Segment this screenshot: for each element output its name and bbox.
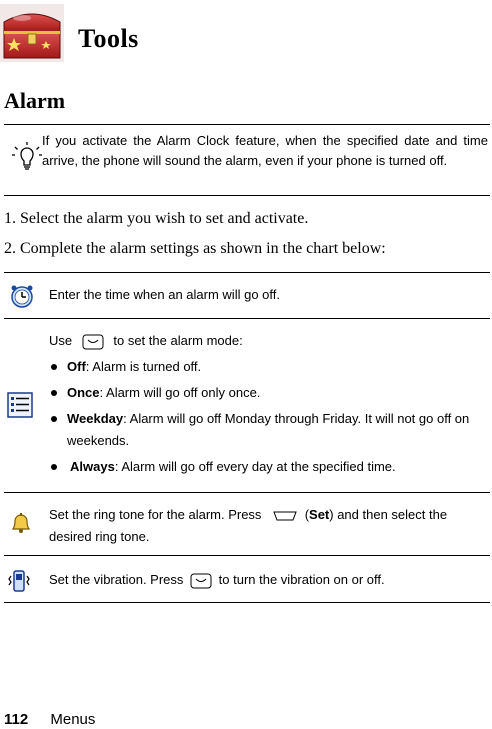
toolbox-chest-icon xyxy=(0,4,64,62)
mode-term-off: Off xyxy=(67,359,86,374)
alarm-clock-icon xyxy=(9,283,35,309)
table-divider xyxy=(4,555,490,556)
bell-icon xyxy=(8,510,34,536)
mode-term-once: Once xyxy=(67,385,100,400)
vibration-text-post: to turn the vibration on or off. xyxy=(218,572,385,587)
table-divider xyxy=(4,492,490,493)
note-text: If you activate the Alarm Clock feature, when the specified date and time arrive, the phone will sound the alarm, even if your phone is turned off. xyxy=(42,133,488,168)
row-mode-use-suffix: to set the alarm mode: xyxy=(113,333,243,348)
set-softkey-label: Set xyxy=(309,507,330,522)
page-number: 112 xyxy=(4,711,29,728)
row-vibration-text xyxy=(49,569,486,591)
mode-desc-off: : Alarm is turned off. xyxy=(85,359,202,374)
list-item xyxy=(49,408,486,452)
note-box xyxy=(4,124,490,196)
ringtone-text-post: ) and then select the desired ring tone. xyxy=(49,507,448,544)
softkey-icon xyxy=(273,510,297,522)
section-heading: Alarm xyxy=(4,88,66,113)
nav-key-icon xyxy=(190,573,212,589)
mode-desc-weekday: : Alarm will go off Monday through Friday. It will not go off on weekends. xyxy=(67,411,470,448)
row-time-text: Enter the time when an alarm will go off. xyxy=(49,287,280,302)
step-2: 2. Complete the alarm settings as shown in the chart below: xyxy=(4,240,386,257)
row-mode-cell xyxy=(49,330,486,482)
page-title: Tools xyxy=(78,24,139,53)
chapter-label: Menus xyxy=(50,711,96,728)
row-ringtone-text xyxy=(49,504,486,548)
lightbulb-icon xyxy=(10,141,44,175)
list-item xyxy=(49,356,486,378)
ringtone-open-paren: ( xyxy=(304,507,310,522)
mode-term-weekday: Weekday xyxy=(67,411,124,426)
mode-desc-once: : Alarm will go off only once. xyxy=(99,385,261,400)
mode-term-always: Always xyxy=(70,459,115,474)
list-item xyxy=(49,456,486,478)
list-settings-icon xyxy=(7,392,33,418)
table-divider xyxy=(4,272,490,273)
table-divider xyxy=(4,318,490,319)
vibration-text-pre: Set the vibration. Press xyxy=(49,572,184,587)
nav-key-icon xyxy=(82,334,104,350)
list-item xyxy=(49,382,486,404)
row-mode-use-label: Use xyxy=(49,333,73,348)
mode-desc-always: : Alarm will go off every day at the specified time. xyxy=(114,459,396,474)
page-footer xyxy=(4,711,95,728)
ringtone-text-pre: Set the ring tone for the alarm. Press xyxy=(49,507,262,522)
step-1: 1. Select the alarm you wish to set and activate. xyxy=(4,210,309,227)
table-divider xyxy=(4,602,490,603)
vibration-icon xyxy=(6,568,32,594)
